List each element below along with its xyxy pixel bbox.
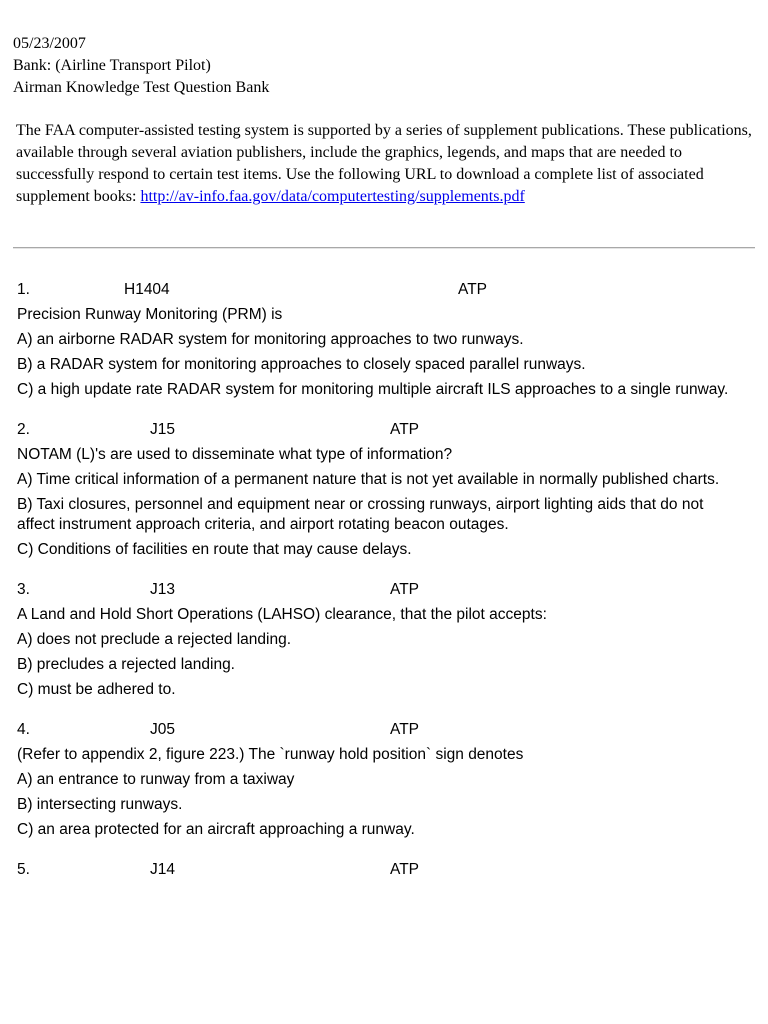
question-header: [17, 420, 737, 445]
question-text: A Land and Hold Short Operations (LAHSO) clearance, that the pilot accepts:: [17, 606, 547, 623]
intro-text: The FAA computer-assisted testing system is supported by a series of supplement publications. These publications, available through several aviation publishers, include the graphics, legends, and maps that are needed to successfully respond to certain test items. Use the following URL to download a complete list of associated supplement books:: [16, 122, 752, 205]
question-code: J13: [150, 581, 175, 598]
question-code: J05: [150, 721, 175, 738]
question-item: [17, 580, 737, 700]
question-item: [17, 860, 737, 885]
document-header: [13, 33, 269, 99]
question-item: [17, 720, 737, 840]
question-item: [17, 420, 737, 560]
answer-option: A) Time critical information of a permanent nature that is not yet available in normally published charts.: [17, 471, 720, 488]
question-text: (Refer to appendix 2, figure 223.) The `runway hold position` sign denotes: [17, 746, 524, 763]
question-category: ATP: [458, 281, 487, 298]
document-date: 05/23/2007: [13, 35, 86, 52]
answer-option: C) an area protected for an aircraft approaching a runway.: [17, 821, 415, 838]
answer-option: B) Taxi closures, personnel and equipment near or crossing runways, airport lighting aids that do not affect instrument approach criteria, and airport rotating beacon outages.: [17, 496, 704, 533]
question-code: J15: [150, 421, 175, 438]
question-number: 2.: [17, 421, 30, 438]
answer-option: B) intersecting runways.: [17, 796, 183, 813]
answer-option: A) an airborne RADAR system for monitoring approaches to two runways.: [17, 331, 524, 348]
question-category: ATP: [390, 861, 419, 878]
answer-option: A) does not preclude a rejected landing.: [17, 631, 292, 648]
question-number: 1.: [17, 281, 30, 298]
question-item: [17, 280, 737, 400]
answer-option: C) Conditions of facilities en route that may cause delays.: [17, 541, 412, 558]
question-category: ATP: [390, 581, 419, 598]
bank-name: Bank: (Airline Transport Pilot): [13, 57, 211, 74]
question-code: H1404: [124, 281, 170, 298]
question-header: [17, 580, 737, 605]
question-number: 3.: [17, 581, 30, 598]
question-category: ATP: [390, 721, 419, 738]
answer-option: B) a RADAR system for monitoring approaches to closely spaced parallel runways.: [17, 356, 586, 373]
question-text: Precision Runway Monitoring (PRM) is: [17, 306, 283, 323]
answer-option: C) a high update rate RADAR system for monitoring multiple aircraft ILS approaches to a single runway.: [17, 381, 729, 398]
question-number: 5.: [17, 861, 30, 878]
question-header: [17, 720, 737, 745]
question-header: [17, 860, 737, 885]
supplements-link[interactable]: http://av-info.faa.gov/data/computertesting/supplements.pdf: [140, 188, 525, 205]
document-title: Airman Knowledge Test Question Bank: [13, 79, 270, 96]
horizontal-divider: [13, 247, 755, 249]
intro-paragraph: [16, 120, 754, 208]
question-header: [17, 280, 737, 305]
answer-option: C) must be adhered to.: [17, 681, 176, 698]
question-code: J14: [150, 861, 175, 878]
answer-option: B) precludes a rejected landing.: [17, 656, 235, 673]
question-category: ATP: [390, 421, 419, 438]
question-number: 4.: [17, 721, 30, 738]
question-text: NOTAM (L)'s are used to disseminate what type of information?: [17, 446, 453, 463]
answer-option: A) an entrance to runway from a taxiway: [17, 771, 295, 788]
question-list: [17, 280, 737, 905]
